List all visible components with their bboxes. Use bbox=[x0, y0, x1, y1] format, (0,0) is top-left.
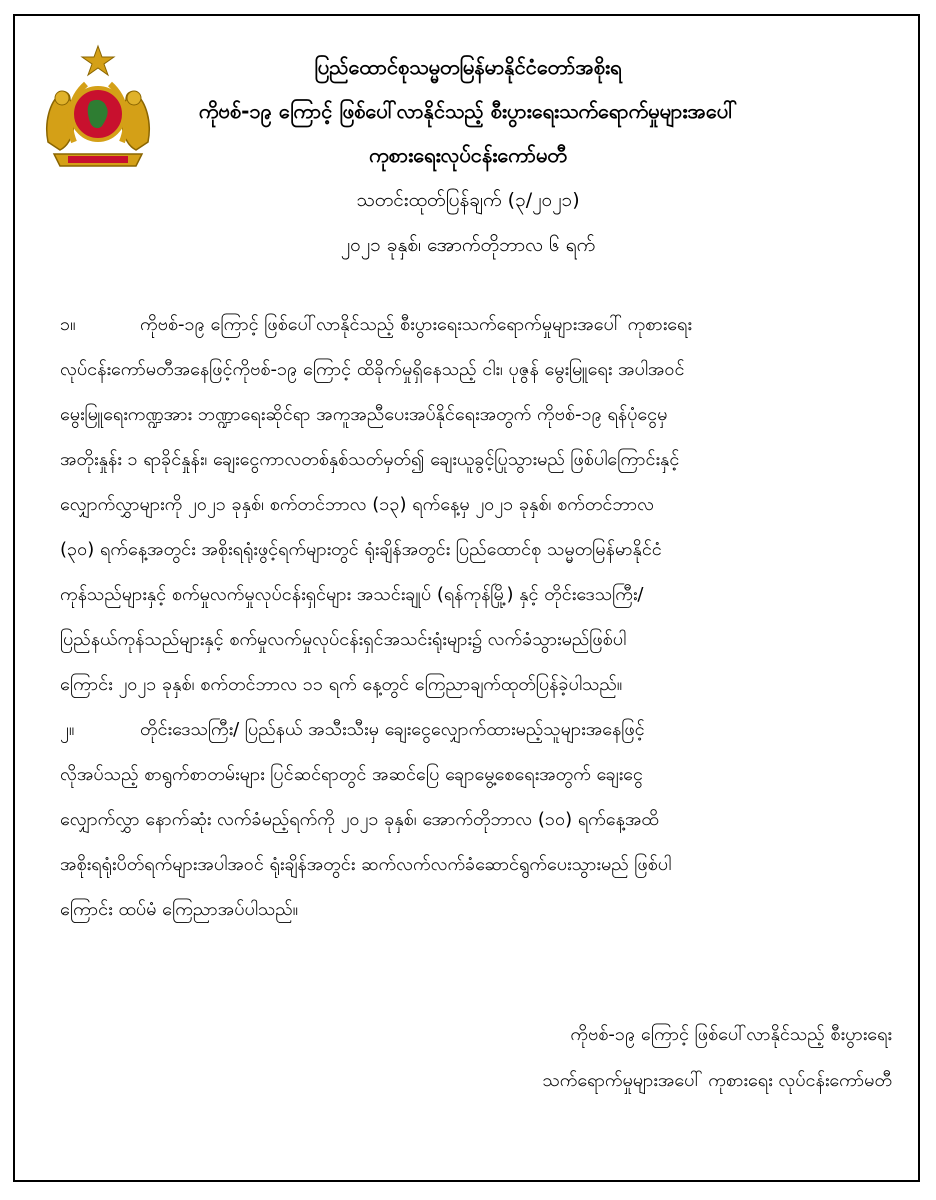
paragraph-1-line: ကုန်သည်များနှင့် စက်မှုလက်မှုလုပ်ငန်းရှင်များ အသင်းချုပ် (ရန်ကုန်မြို့) နှင့် တိုင်းဒေသကြီး/ bbox=[60, 584, 644, 605]
paragraph-1-line: အတိုးနှုန်း ၁ ရာခိုင်နှုန်း၊ ချေးငွေကာလတစ်နှစ်သတ်မှတ်၍ ချေးယူခွင့်ပြုသွားမည် ဖြစ်ပါကြောင်းနှင့် bbox=[60, 449, 680, 470]
paragraph-2-line: ၂။ တိုင်းဒေသကြီး/ ပြည်နယ် အသီးသီးမှ ချေးငွေလျှောက်ထားမည့်သူများအနေဖြင့် bbox=[60, 713, 912, 747]
paragraph-2-line: ကြောင်း ထပ်မံ ကြေညာအပ်ပါသည်။ bbox=[60, 899, 299, 920]
paragraph-1-number: ၁။ bbox=[60, 314, 76, 335]
paragraph-1-line: ပြည်နယ်ကုန်သည်များနှင့် စက်မှုလက်မှုလုပ်ငန်းရှင်အသင်းရုံးများ၌ လက်ခံသွားမည်ဖြစ်ပါ bbox=[60, 629, 627, 650]
paragraph-1-line: လုပ်ငန်းကော်မတီအနေဖြင့်ကိုဗစ်-၁၉ ကြောင့် ထိခိုက်မှုရှိနေသည့် ငါး၊ ပုဇွန် မွေးမြူရေး အပါအဝင် bbox=[60, 359, 685, 380]
committee-title-line1: ကိုဗစ်-၁၉ ကြောင့် ဖြစ်ပေါ်လာနိုင်သည့် စီးပွားရေးသက်ရောက်မှုများအပေါ် bbox=[198, 99, 738, 123]
paragraph-1-line: လျှောက်လွှာများကို ၂၀၂၁ ခုနှစ်၊ စက်တင်ဘာလ (၁၃) ရက်နေ့မှ ၂၀၂၁ ခုနှစ်၊ စက်တင်ဘာလ bbox=[60, 494, 654, 515]
release-date: ၂၀၂၁ ခုနှစ်၊ အောက်တိုဘာလ ၆ ရက် bbox=[340, 234, 596, 256]
press-release-number: သတင်းထုတ်ပြန်ချက် (၃/၂၀၂၁) bbox=[356, 189, 580, 211]
committee-title-line2: ကုစားရေးလုပ်ငန်းကော်မတီ bbox=[369, 143, 567, 167]
paragraph-2-line: လျှောက်လွှာ နောက်ဆုံး လက်ခံမည့်ရက်ကို ၂၀၂၁ ခုနှစ်၊ အောက်တိုဘာလ (၁၀) ရက်နေ့အထိ bbox=[60, 809, 659, 830]
paragraph-2-line: လိုအပ်သည့် စာရွက်စာတမ်းများ ပြင်ဆင်ရာတွင် အဆင်ပြေ ချောမွေ့စေရေးအတွက် ချေးငွေ bbox=[60, 764, 643, 785]
paragraph-1-line: ၁။ ကိုဗစ်-၁၉ ကြောင့် ဖြစ်ပေါ်လာနိုင်သည့် စီးပွားရေးသက်ရောက်မှုများအပေါ် ကုစားရေး bbox=[60, 308, 912, 342]
paragraph-2-line: အစိုးရရုံးပိတ်ရက်များအပါအဝင် ရုံးချိန်အတွင်း ဆက်လက်လက်ခံဆောင်ရွက်ပေးသွားမည် ဖြစ်ပါ bbox=[60, 854, 672, 875]
government-title: ပြည်ထောင်စုသမ္မတမြန်မာနိုင်ငံတော်အစိုးရ bbox=[314, 55, 622, 79]
paragraph-1-line: ကြောင်း ၂၀၂၁ ခုနှစ်၊ စက်တင်ဘာလ ၁၁ ရက် နေ့တွင် ကြေညာချက်ထုတ်ပြန်ခဲ့ပါသည်။ bbox=[60, 674, 623, 695]
paragraph-1-line: (၃၀) ရက်နေ့အတွင်း အစိုးရရုံးဖွင့်ရက်များတွင် ရုံးချိန်အတွင်း ပြည်ထောင်စု သမ္မတမြန်မာနိုင်ငံ bbox=[60, 539, 662, 560]
paragraph-1-line: မွေးမြူရေးကဏ္ဍအား ဘဏ္ဍာရေးဆိုင်ရာ အကူအညီပေးအပ်နိုင်ရေးအတွက် ကိုဗစ်-၁၉ ရန်ပုံငွေမှ bbox=[60, 404, 668, 425]
paragraph-2-number: ၂။ bbox=[60, 719, 75, 740]
signature-line-2: သက်ရောက်မှုများအပေါ် ကုစားရေး လုပ်ငန်းကော်မတီ bbox=[542, 1070, 892, 1091]
signature-line-1: ကိုဗစ်-၁၉ ကြောင့် ဖြစ်ပေါ်လာနိုင်သည့် စီးပွားရေး bbox=[570, 1024, 892, 1045]
